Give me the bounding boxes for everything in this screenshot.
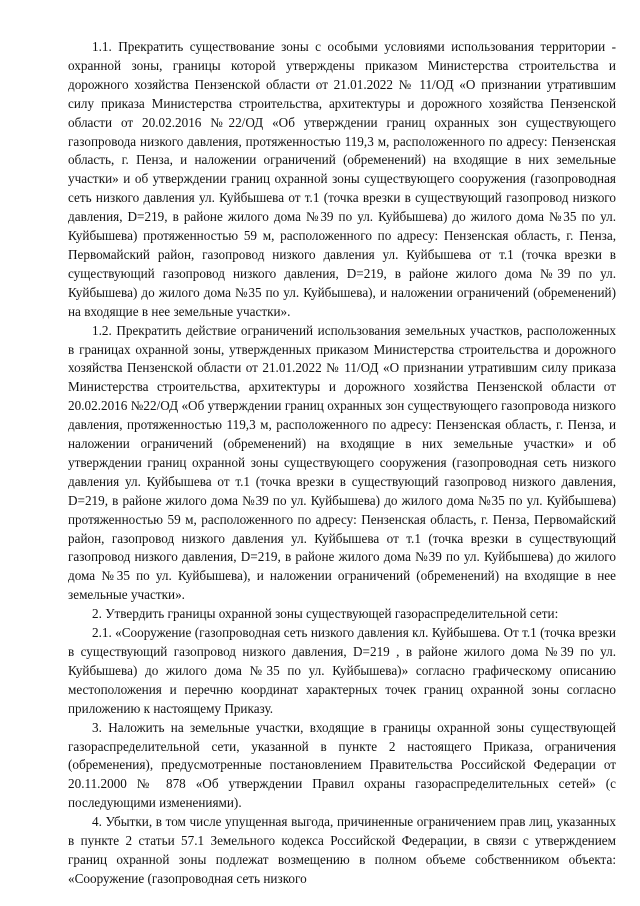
paragraph-2: 2. Утвердить границы охранной зоны существующей газораспределительной сети: (92, 606, 559, 622)
paragraph-1-2: 1.2. Прекратить действие ограничений использования земельных участков, расположенных в границах охранной зоны, утвержденных приказом Министерства строительства и дорожного хозяйства Пензенской области от 21.01.2022 № 11/ОД «О признании утратившим силу приказа Министерства строительства, архитектуры и дорожного хозяйства Пензенской области от 20.02.2016 №22/ОД «Об утверждении границ охранных зон существующего газопровода низкого давления, протяженностью 119,3 м, расположенного по адресу: Пензенская область, г. Пенза, и наложении ограничений (обременений) на входящие в них земельные участки» и об утверждении границ охранной зоны существующего сооружения (газопроводная сеть низкого давления ул. Куйбышева от т.1 (точка врезки в существующий газопровод низкого давления, D=219, в районе жилого дома №39 по ул. Куйбышева) до жилого дома №35 по ул. Куйбышева) протяженностью 59 м, расположенного по адресу: Пензенская область, г. Пенза, Первомайский район, газопровод низкого давления ул. Куйбышева от т.1 (точка врезки в существующий газопровод низкого давления, D=219, в районе жилого дома №39 по ул. Куйбышева) до жилого дома №35 по ул. Куйбышева), и наложении ограничений (обременений) на входящие в нее земельные участки». (68, 322, 616, 603)
paragraph-2-1: 2.1. «Сооружение (газопроводная сеть низкого давления кл. Куйбышева. От т.1 (точка врезки в существующий газопровод низкого давления, D=219 , в районе жилого дома №39 по ул. Куйбышева) до жилого дома №35 по ул. Куйбышева)» согласно графическому описанию местоположения и перечню координат характерных точек границ охранной зоны согласно приложению к настоящему Приказу. (68, 625, 616, 716)
document-page (68, 38, 616, 889)
paragraph-1-1: 1.1. Прекратить существование зоны с особыми условиями использования территории - охранной зоны, границы которой утверждены приказом Министерства строительства и дорожного хозяйства Пензенской области от 21.01.2022 № 11/ОД «О признании утратившим силу приказа Министерства строительства, архитектуры и дорожного хозяйства Пензенской области от 20.02.2016 №22/ОД «Об утверждении границ охранных зон существующего газопровода низкого давления, протяженностью 119,3 м, расположенного по адресу: Пензенская область, г. Пенза, и наложении ограничений (обременений) на входящие в них земельные участки» и об утверждении границ охранной зоны существующего сооружения (газопроводная сеть низкого давления ул. Куйбышева от т.1 (точка врезки в существующий газопровод низкого давления, D=219, в районе жилого дома №39 по ул. Куйбышева) до жилого дома №35 по ул. Куйбышева) протяженностью 59 м, расположенного по адресу: Пензенская область, г. Пенза, Первомайский район, газопровод низкого давления ул. Куйбышева от т.1 (точка врезки в существующий газопровод низкого давления, D=219, в районе жилого дома №39 по ул. Куйбышева) до жилого дома №35 по ул. Куйбышева), и наложении ограничений (обременений) на входящие в нее земельные участки». (68, 39, 616, 319)
paragraph-4: 4. Убытки, в том числе упущенная выгода, причиненные ограничением прав лиц, указанных в пункте 2 статьи 57.1 Земельного кодекса Российской Федерации, в связи с утверждением границ охранной зоны подлежат возмещению в полном объеме собственником объекта: «Сооружение (газопроводная сеть низкого (68, 814, 616, 886)
paragraph-3: 3. Наложить на земельные участки, входящие в границы охранной зоны существующей газораспределительной сети, указанной в пункте 2 настоящего Приказа, ограничения (обременения), предусмотренные постановлением Правительства Российской Федерации от 20.11.2000 № 878 «Об утверждении Правил охраны газораспределительных сетей» (с последующими изменениями). (68, 719, 616, 811)
